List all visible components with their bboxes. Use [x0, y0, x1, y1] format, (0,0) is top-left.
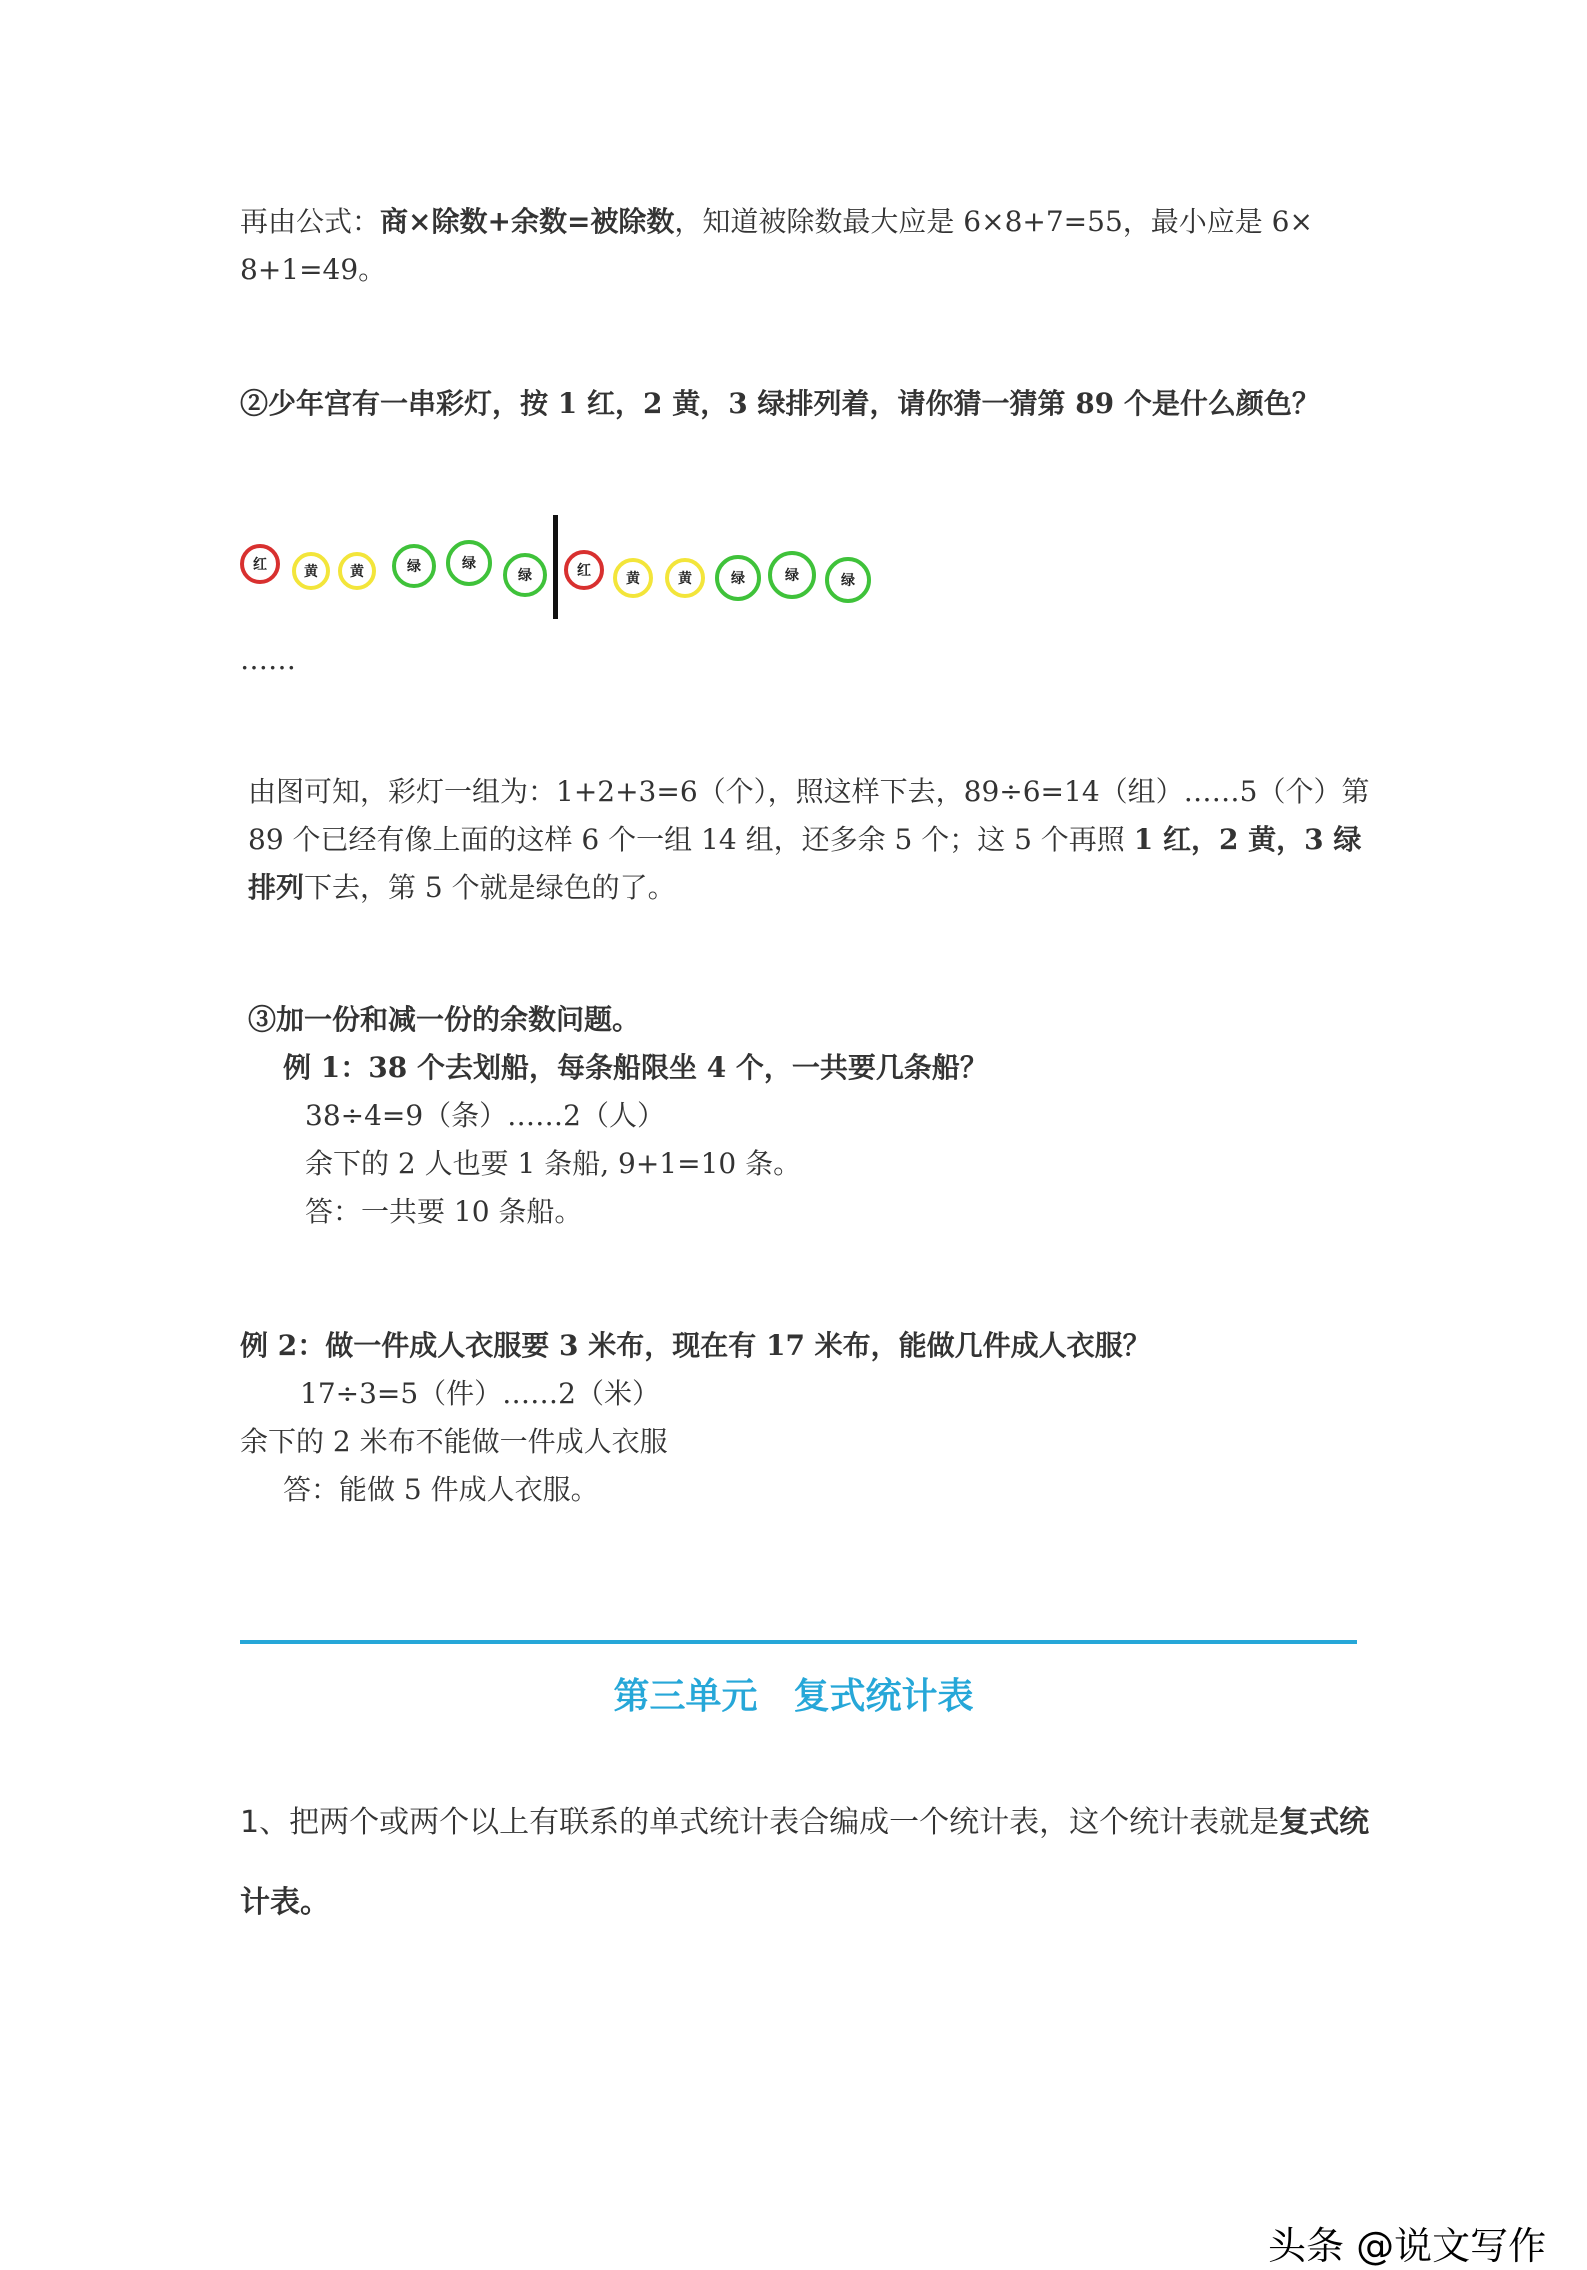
explanation-line-1: 由图可知，彩灯一组为：1+2+3=6（个），照这样下去，89÷6=14（组）……5（个）第: [248, 775, 1370, 808]
section-paragraph-text: 1、把两个或两个以上有联系的单式统计表合编成一个统计表，这个统计表就是: [240, 1805, 1280, 1840]
light-12: [825, 557, 871, 603]
section-paragraph-line-2: 计表。: [240, 1885, 330, 1920]
explanation-line-3-text: 下去，第 5 个就是绿色的了。: [304, 871, 676, 904]
explanation-line-2: [248, 820, 1361, 860]
ellipsis: ……: [240, 643, 296, 676]
section-paragraph-bold: 复式统: [1279, 1805, 1370, 1840]
example-1-step-2: 余下的 2 人也要 1 条船, 9+1=10 条。: [305, 1147, 802, 1180]
formula-intro: 再由公式：: [240, 205, 381, 238]
formula-bold: 商×除数+余数=被除数: [380, 205, 675, 238]
formula-line-2: 8+1=49。: [240, 253, 387, 286]
light-5: [446, 540, 492, 586]
light-9: [665, 558, 705, 598]
light-11: [768, 551, 816, 599]
light-label: 绿: [841, 573, 855, 589]
light-label: 绿: [785, 568, 799, 584]
example-2-title: 例 2：做一件成人衣服要 3 米布，现在有 17 米布，能做几件成人衣服？: [240, 1329, 1151, 1362]
example-2-step-2: 余下的 2 米布不能做一件成人衣服: [240, 1425, 668, 1458]
light-6: [503, 553, 547, 597]
light-10: [715, 555, 761, 601]
question-2: ②少年宫有一串彩灯，按 1 红，2 黄，3 绿排列着，请你猜一猜第 89 个是什么颜色？: [240, 387, 1320, 420]
explanation-line-2-text: 89 个已经有像上面的这样 6 个一组 14 组，还多余 5 个；这 5 个再照: [248, 823, 1134, 856]
light-label: 黄: [350, 564, 364, 580]
light-label: 红: [253, 557, 267, 573]
example-1-answer: 答：一共要 10 条船。: [305, 1195, 583, 1228]
light-label: 黄: [678, 571, 692, 587]
example-1-title: 例 1：38 个去划船，每条船限坐 4 个，一共要几条船？: [283, 1051, 988, 1084]
light-2: [292, 552, 330, 590]
light-4: [392, 544, 436, 588]
light-3: [338, 552, 376, 590]
section-paragraph-line-1: [240, 1803, 1369, 1843]
light-label: 黄: [626, 571, 640, 587]
formula-line-1: [240, 202, 1313, 242]
light-label: 绿: [518, 568, 532, 584]
example-1-step-1: 38÷4=9（条）……2（人）: [305, 1099, 665, 1132]
explanation-line-2-bold: 1 红，2 黄，3 绿: [1133, 823, 1362, 856]
light-1: [240, 544, 280, 584]
example-2-step-1: 17÷3=5（件）……2（米）: [300, 1377, 660, 1410]
watermark: 头条 @说文写作: [1268, 2224, 1547, 2268]
explanation-line-3-bold: 排列: [248, 871, 305, 904]
formula-rest: ，知道被除数最大应是 6×8+7=55，最小应是 6×: [674, 205, 1313, 238]
light-label: 绿: [462, 556, 476, 572]
group-divider: [553, 515, 558, 619]
light-label: 黄: [304, 564, 318, 580]
light-8: [613, 558, 653, 598]
explanation-line-3: [248, 868, 676, 908]
question-3: ③加一份和减一份的余数问题。: [248, 1003, 641, 1036]
section-rule: [240, 1640, 1357, 1644]
light-label: 红: [577, 563, 591, 579]
light-7: [564, 550, 604, 590]
light-label: 绿: [407, 559, 421, 575]
example-2-answer: 答：能做 5 件成人衣服。: [283, 1473, 599, 1506]
section-title: 第三单元 复式统计表: [613, 1676, 974, 1717]
light-label: 绿: [731, 571, 745, 587]
